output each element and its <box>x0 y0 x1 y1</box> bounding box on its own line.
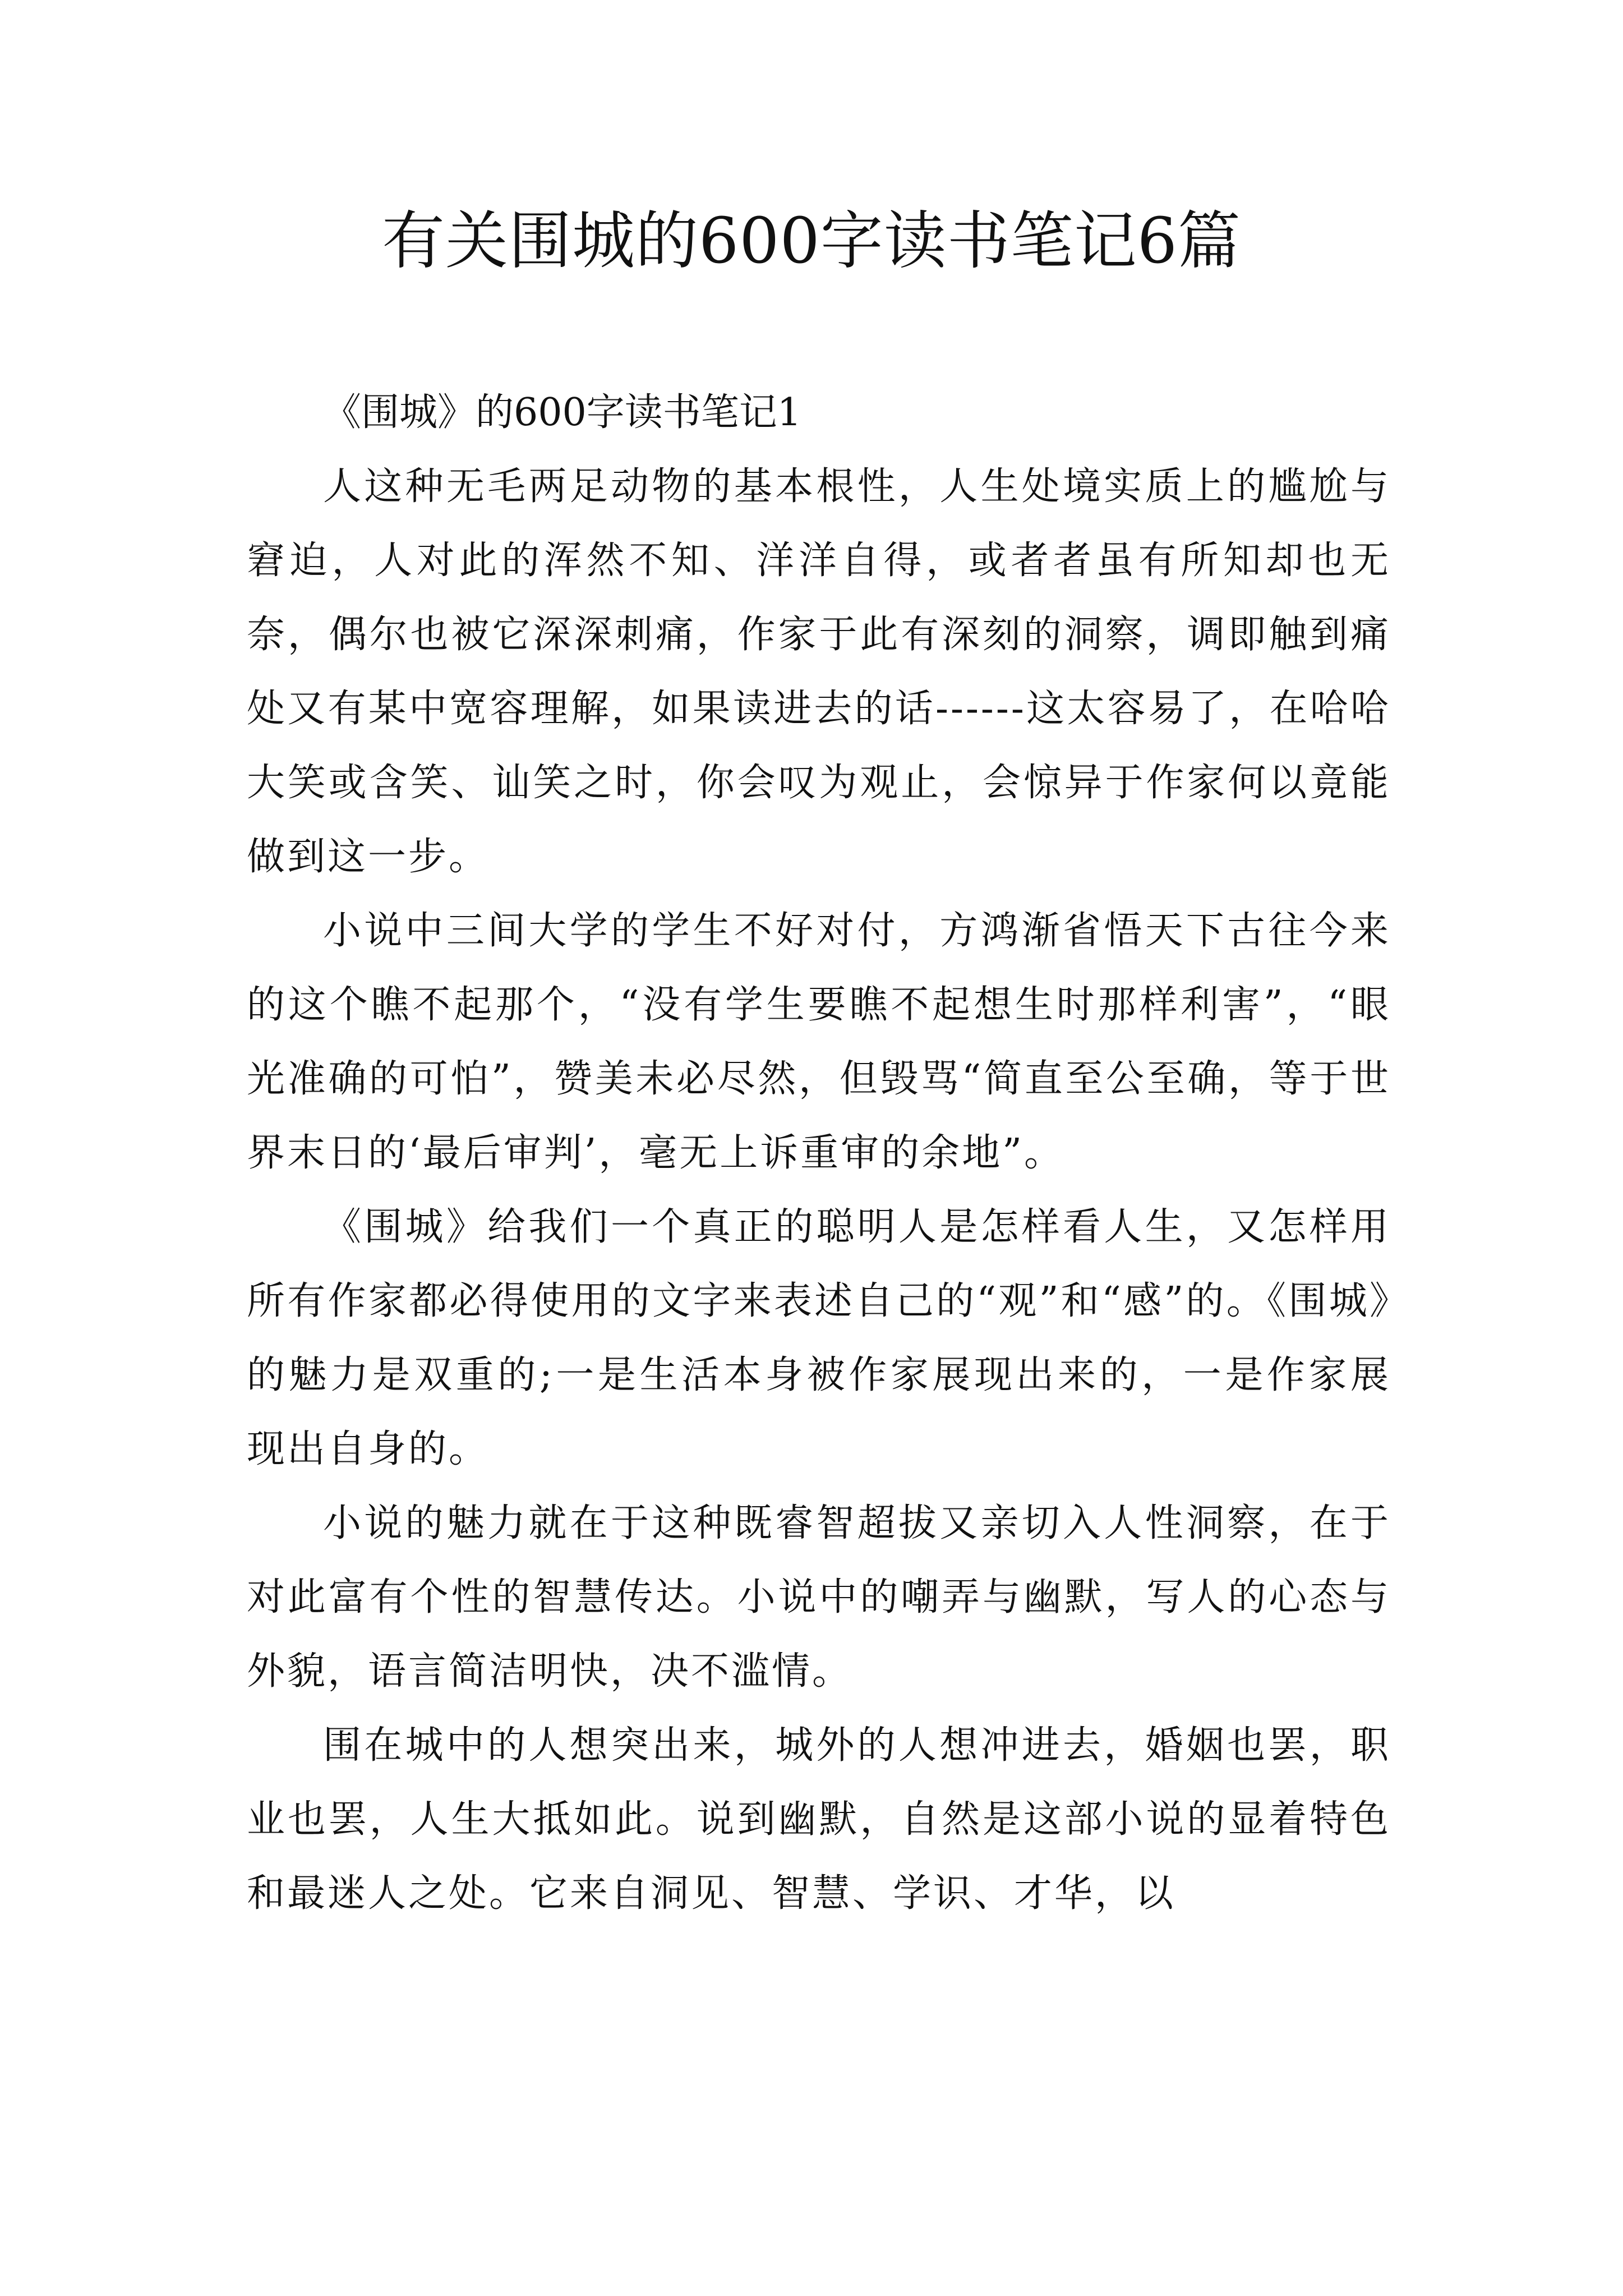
paragraph-3: 《围城》给我们一个真正的聪明人是怎样看人生，又怎样用所有作家都必得使用的文字来表述自己的“观”和“感”的。《围城》的魅力是双重的;一是生活本身被作家展现出来的，一是作家展现出自身的。 <box>247 1205 1391 1471</box>
paragraph-5: 围在城中的人想突出来，城外的人想冲进去，婚姻也罢，职业也罢，人生大抵如此。说到幽默，自然是这部小说的显着特色和最迷人之处。它来自洞见、智慧、学识、才华，以 <box>247 1723 1391 1916</box>
paragraph-2: 小说中三间大学的学生不好对付，方鸿渐省悟天下古往今来的这个瞧不起那个，“没有学生要瞧不起想生时那样利害”，“眼光准确的可怕”，赞美未必尽然，但毁骂“简直至公至确，等于世界末日的‘最后审判’，毫无上诉重审的余地”。 <box>247 909 1391 1175</box>
paragraph-1: 人这种无毛两足动物的基本根性，人生处境实质上的尴尬与窘迫，人对此的浑然不知、洋洋自得，或者者虽有所知却也无奈，偶尔也被它深深刺痛，作家于此有深刻的洞察，调即触到痛处又有某中宽容理解，如果读进去的话------这太容易了，在哈哈大笑或含笑、讪笑之时，你会叹为观止，会惊异于作家何以竟能做到这一步。 <box>247 464 1391 879</box>
paragraph-4: 小说的魅力就在于这种既睿智超拔又亲切入人性洞察，在于对此富有个性的智慧传达。小说中的嘲弄与幽默，写人的心态与外貌，语言简洁明快，决不滥情。 <box>247 1501 1391 1694</box>
section-heading: 《围城》的600字读书笔记1 <box>323 390 802 435</box>
document-title: 有关围城的600字读书笔记6篇 <box>381 205 1242 278</box>
document-body <box>247 376 1391 1931</box>
